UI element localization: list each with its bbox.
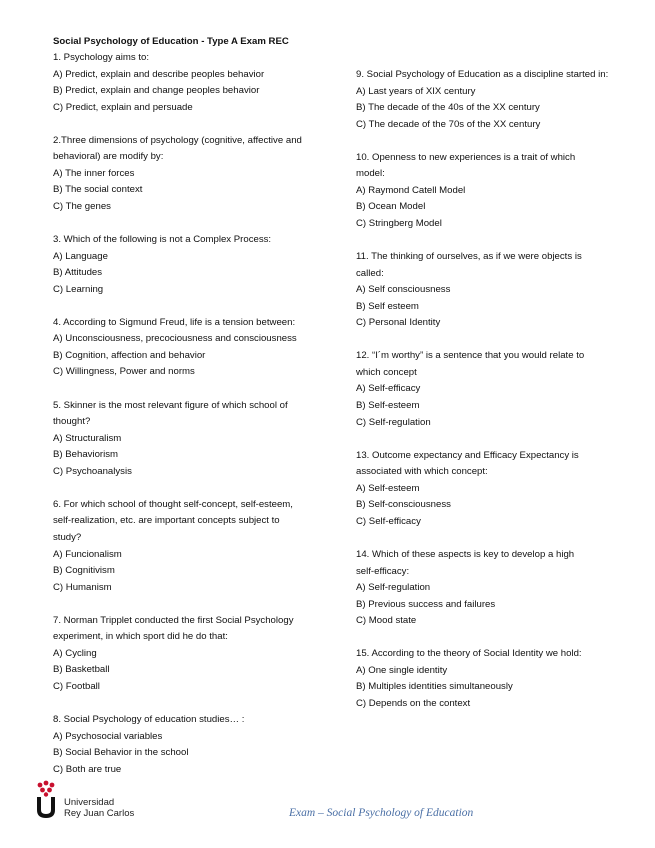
exam-text-line: A) Psychosocial variables xyxy=(53,730,163,742)
exam-text-line: A) Structuralism xyxy=(53,432,122,444)
exam-text-line: A) Cycling xyxy=(53,647,97,659)
exam-text-line: C) The genes xyxy=(53,200,111,212)
exam-text-line: C) Self-efficacy xyxy=(356,515,421,527)
exam-text-line: A) One single identity xyxy=(356,664,448,676)
exam-text-line: B) Self esteem xyxy=(356,300,419,312)
exam-text-line: 5. Skinner is the most relevant figure of which school of xyxy=(53,399,288,411)
exam-text-line: 1. Psychology aims to: xyxy=(53,52,149,63)
footer-caption: Exam – Social Psychology of Education xyxy=(289,807,474,819)
logo-line-2: Rey Juan Carlos xyxy=(64,808,135,819)
exam-text-line: self-realization, etc. are important concepts subject to xyxy=(53,515,280,527)
exam-text-line: C) Football xyxy=(53,680,100,692)
exam-text-line: 13. Outcome expectancy and Efficacy Expectancy is xyxy=(356,449,579,461)
exam-text-line: C) Mood state xyxy=(356,615,417,627)
exam-text-line: 8. Social Psychology of education studies… : xyxy=(53,714,245,725)
exam-text-line: 11. The thinking of ourselves, as if we were objects is xyxy=(356,251,582,263)
exam-text-line: A) Predict, explain and describe peoples behavior xyxy=(53,68,265,80)
exam-text-line: A) Self-regulation xyxy=(356,582,431,594)
exam-text-line: 6. For which school of thought self-concept, self-esteem, xyxy=(53,498,293,510)
exam-text-line: 12. “I´m worthy” is a sentence that you would relate to xyxy=(356,350,585,362)
exam-text-line: B) The decade of the 40s of the XX century xyxy=(356,102,540,114)
logo-wordmark xyxy=(64,797,134,819)
exam-text-line: A) The inner forces xyxy=(53,167,135,179)
exam-text-line: 7. Norman Tripplet conducted the first Social Psychology xyxy=(53,614,294,626)
exam-text-line: self-efficacy: xyxy=(356,565,410,577)
exam-text-line: C) Self-regulation xyxy=(356,416,431,428)
exam-text-line: C) Psychoanalysis xyxy=(53,465,132,477)
document-title: Social Psychology of Education - Type A Exam REC xyxy=(53,36,289,47)
exam-text-line: B) The social context xyxy=(53,184,143,196)
exam-text-line: A) Self-efficacy xyxy=(356,383,421,395)
logo-line-1: Universidad xyxy=(64,797,115,808)
exam-text-line: 14. Which of these aspects is key to develop a high xyxy=(356,548,575,560)
exam-text-line: B) Previous success and failures xyxy=(356,598,496,610)
exam-text-line: 10. Openness to new experiences is a trait of which xyxy=(356,151,576,163)
exam-text-line: B) Self-esteem xyxy=(356,400,420,411)
exam-text-line: associated with which concept: xyxy=(356,466,488,478)
exam-text-line: study? xyxy=(53,531,82,543)
exam-text-line: A) Self consciousness xyxy=(356,284,451,296)
university-logo xyxy=(34,780,144,820)
exam-text-line: C) Both are true xyxy=(53,763,122,775)
exam-text-line: A) Funcionalism xyxy=(53,548,122,560)
exam-text-line: B) Attitudes xyxy=(53,267,103,279)
exam-text-line: which concept xyxy=(356,366,417,378)
exam-text-line: B) Social Behavior in the school xyxy=(53,747,189,759)
exam-text-line: 3. Which of the following is not a Complex Process: xyxy=(53,234,272,246)
exam-text-line: behavioral) are modify by: xyxy=(53,151,164,163)
exam-text-line: 9. Social Psychology of Education as a discipline started in: xyxy=(356,69,609,80)
exam-text-line: C) Personal Identity xyxy=(356,317,441,329)
exam-text-line: B) Self-consciousness xyxy=(356,499,451,511)
exam-text-line: A) Self-esteem xyxy=(356,482,420,494)
exam-text-line: C) Learning xyxy=(53,283,104,295)
exam-text-line: A) Raymond Catell Model xyxy=(356,184,466,196)
exam-text-line: 15. According to the theory of Social Identity we hold: xyxy=(356,648,582,660)
exam-text-line: C) Predict, explain and persuade xyxy=(53,101,193,113)
exam-text-line: B) Multiples identities simultaneously xyxy=(356,681,513,693)
exam-text-line: 4. According to Sigmund Freud, life is a tension between: xyxy=(53,316,296,328)
exam-text-line: B) Predict, explain and change peoples behavior xyxy=(53,85,260,97)
exam-text-line: 2.Three dimensions of psychology (cognitive, affective and xyxy=(53,134,302,146)
exam-text-line: A) Unconsciousness, precociousness and consciousness xyxy=(53,333,297,345)
exam-text-line: A) Language xyxy=(53,250,108,262)
exam-text-line: C) Depends on the context xyxy=(356,697,471,709)
exam-text-line: experiment, in which sport did he do that: xyxy=(53,631,228,643)
exam-text-line: B) Basketball xyxy=(53,664,110,676)
exam-text-line: C) The decade of the 70s of the XX century xyxy=(356,118,541,130)
exam-text-line: B) Behaviorism xyxy=(53,449,119,461)
exam-text-line: thought? xyxy=(53,416,91,428)
exam-text-line: C) Willingness, Power and norms xyxy=(53,366,195,378)
exam-text-line: B) Cognitivism xyxy=(53,565,115,577)
exam-text-line: called: xyxy=(356,267,384,279)
exam-text-line: model: xyxy=(356,168,385,180)
urjc-emblem-icon xyxy=(34,780,64,820)
exam-text-line: B) Ocean Model xyxy=(356,201,426,213)
exam-text-line: C) Stringberg Model xyxy=(356,217,442,229)
exam-text-line: C) Humanism xyxy=(53,581,112,593)
exam-text-line: A) Last years of XIX century xyxy=(356,85,476,97)
exam-text-line: B) Cognition, affection and behavior xyxy=(53,349,206,361)
